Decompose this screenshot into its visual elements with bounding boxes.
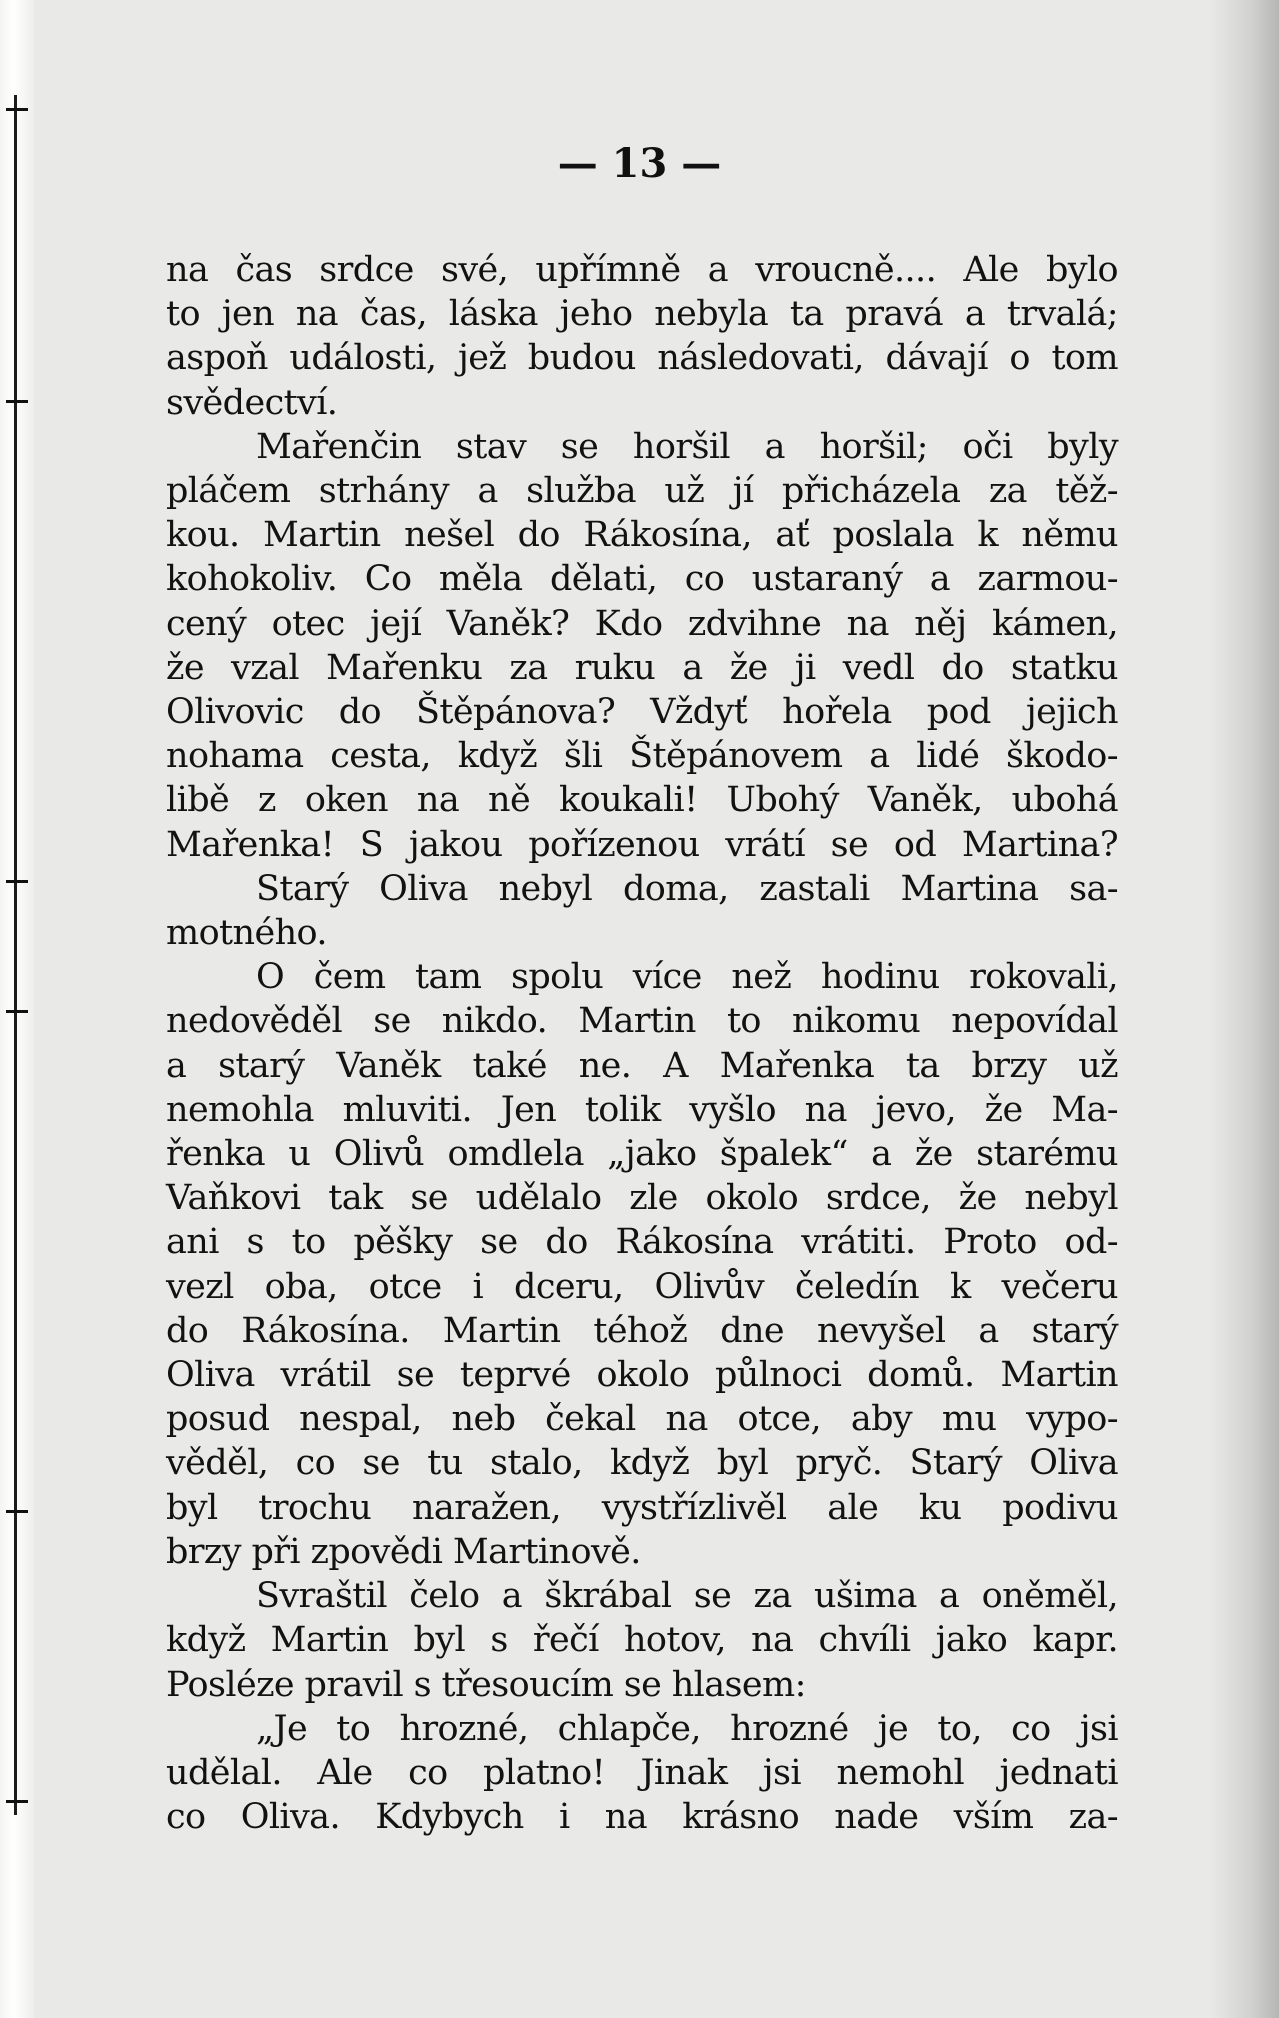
binding-line bbox=[14, 95, 17, 1815]
text-line: ani s to pěšky se do Rákosína vrátiti. Proto od- bbox=[166, 1222, 1118, 1263]
text-line: aspoň události, jež budou následovati, dávají o tom bbox=[166, 338, 1118, 379]
text-line: Mařenka! S jakou pořízenou vrátí se od Martina? bbox=[166, 824, 1118, 865]
page-right-shadow bbox=[1209, 0, 1279, 2018]
text-line: nemohla mluviti. Jen tolik vyšlo na jevo, že Ma- bbox=[166, 1089, 1118, 1130]
text-line: nedověděl se nikdo. Martin to nikomu nepovídal bbox=[166, 1001, 1118, 1042]
text-line: libě z oken na ně koukali! Ubohý Vaněk, ubohá bbox=[166, 780, 1118, 821]
text-line: že vzal Mařenku za ruku a že ji vedl do statku bbox=[166, 647, 1118, 688]
body-text bbox=[166, 248, 1118, 1839]
text-line: to jen na čas, láska jeho nebyla ta pravá a trvalá; bbox=[166, 294, 1118, 335]
text-line: Mařenčin stav se horšil a horšil; oči byly bbox=[256, 426, 1118, 467]
text-line: brzy při zpovědi Martinově. bbox=[166, 1531, 641, 1572]
text-line: nohama cesta, když šli Štěpánovem a lidé škodo- bbox=[166, 736, 1118, 777]
text-line: svědectví. bbox=[166, 382, 338, 423]
text-line: cený otec její Vaněk? Kdo zdvihne na něj kámen, bbox=[166, 603, 1118, 644]
text-line: a starý Vaněk také ne. A Mařenka ta brzy už bbox=[166, 1045, 1118, 1086]
binding-mark bbox=[6, 1510, 28, 1513]
text-line: Svraštil čelo a škrábal se za ušima a oněměl, bbox=[256, 1576, 1118, 1617]
binding-mark bbox=[6, 400, 28, 403]
text-line: motného. bbox=[166, 913, 327, 954]
text-line: Posléze pravil s třesoucím se hlasem: bbox=[166, 1664, 806, 1705]
text-line: na čas srdce své, upřímně a vroucně.... Ale bylo bbox=[166, 250, 1118, 290]
text-line: posud nespal, neb čekal na otce, aby mu vypo- bbox=[166, 1399, 1118, 1440]
text-line: vezl oba, otce i dceru, Olivův čeledín k večeru bbox=[166, 1266, 1118, 1307]
text-line: kou. Martin nešel do Rákosína, ať poslala k němu bbox=[166, 515, 1118, 556]
text-line: Oliva vrátil se teprvé okolo půlnoci domů. Martin bbox=[166, 1355, 1118, 1396]
binding-mark bbox=[6, 1010, 28, 1013]
text-line: O čem tam spolu více než hodinu rokovali, bbox=[256, 957, 1118, 998]
page-left-margin bbox=[0, 0, 34, 2018]
text-line: když Martin byl s řečí hotov, na chvíli jako kapr. bbox=[166, 1620, 1118, 1661]
text-line: udělal. Ale co platno! Jinak jsi nemohl jednati bbox=[166, 1752, 1118, 1793]
binding-mark bbox=[6, 108, 28, 111]
text-line: Olivovic do Štěpánova? Vždyť hořela pod jejich bbox=[166, 692, 1118, 733]
text-line: Starý Oliva nebyl doma, zastali Martina sa- bbox=[256, 868, 1118, 909]
text-line: pláčem strhány a služba už jí přicházela za těž- bbox=[166, 471, 1118, 512]
text-line: „Je to hrozné, chlapče, hrozné je to, co jsi bbox=[256, 1708, 1118, 1749]
binding-mark bbox=[6, 880, 28, 883]
text-line: řenka u Olivů omdlela „jako špalek“ a že starému bbox=[166, 1134, 1118, 1175]
text-line: do Rákosína. Martin téhož dne nevyšel a starý bbox=[166, 1310, 1118, 1351]
page-number: — 13 — bbox=[557, 140, 722, 187]
text-line: kohokoliv. Co měla dělati, co ustaraný a zarmou- bbox=[166, 559, 1118, 600]
binding-mark bbox=[6, 1800, 28, 1803]
text-line: Vaňkovi tak se udělalo zle okolo srdce, že nebyl bbox=[166, 1178, 1118, 1219]
text-line: co Oliva. Kdybych i na krásno nade vším za- bbox=[166, 1797, 1118, 1838]
text-line: věděl, co se tu stalo, když byl pryč. Starý Oliva bbox=[166, 1443, 1118, 1484]
text-line: byl trochu naražen, vystřízlivěl ale ku podivu bbox=[166, 1487, 1118, 1528]
